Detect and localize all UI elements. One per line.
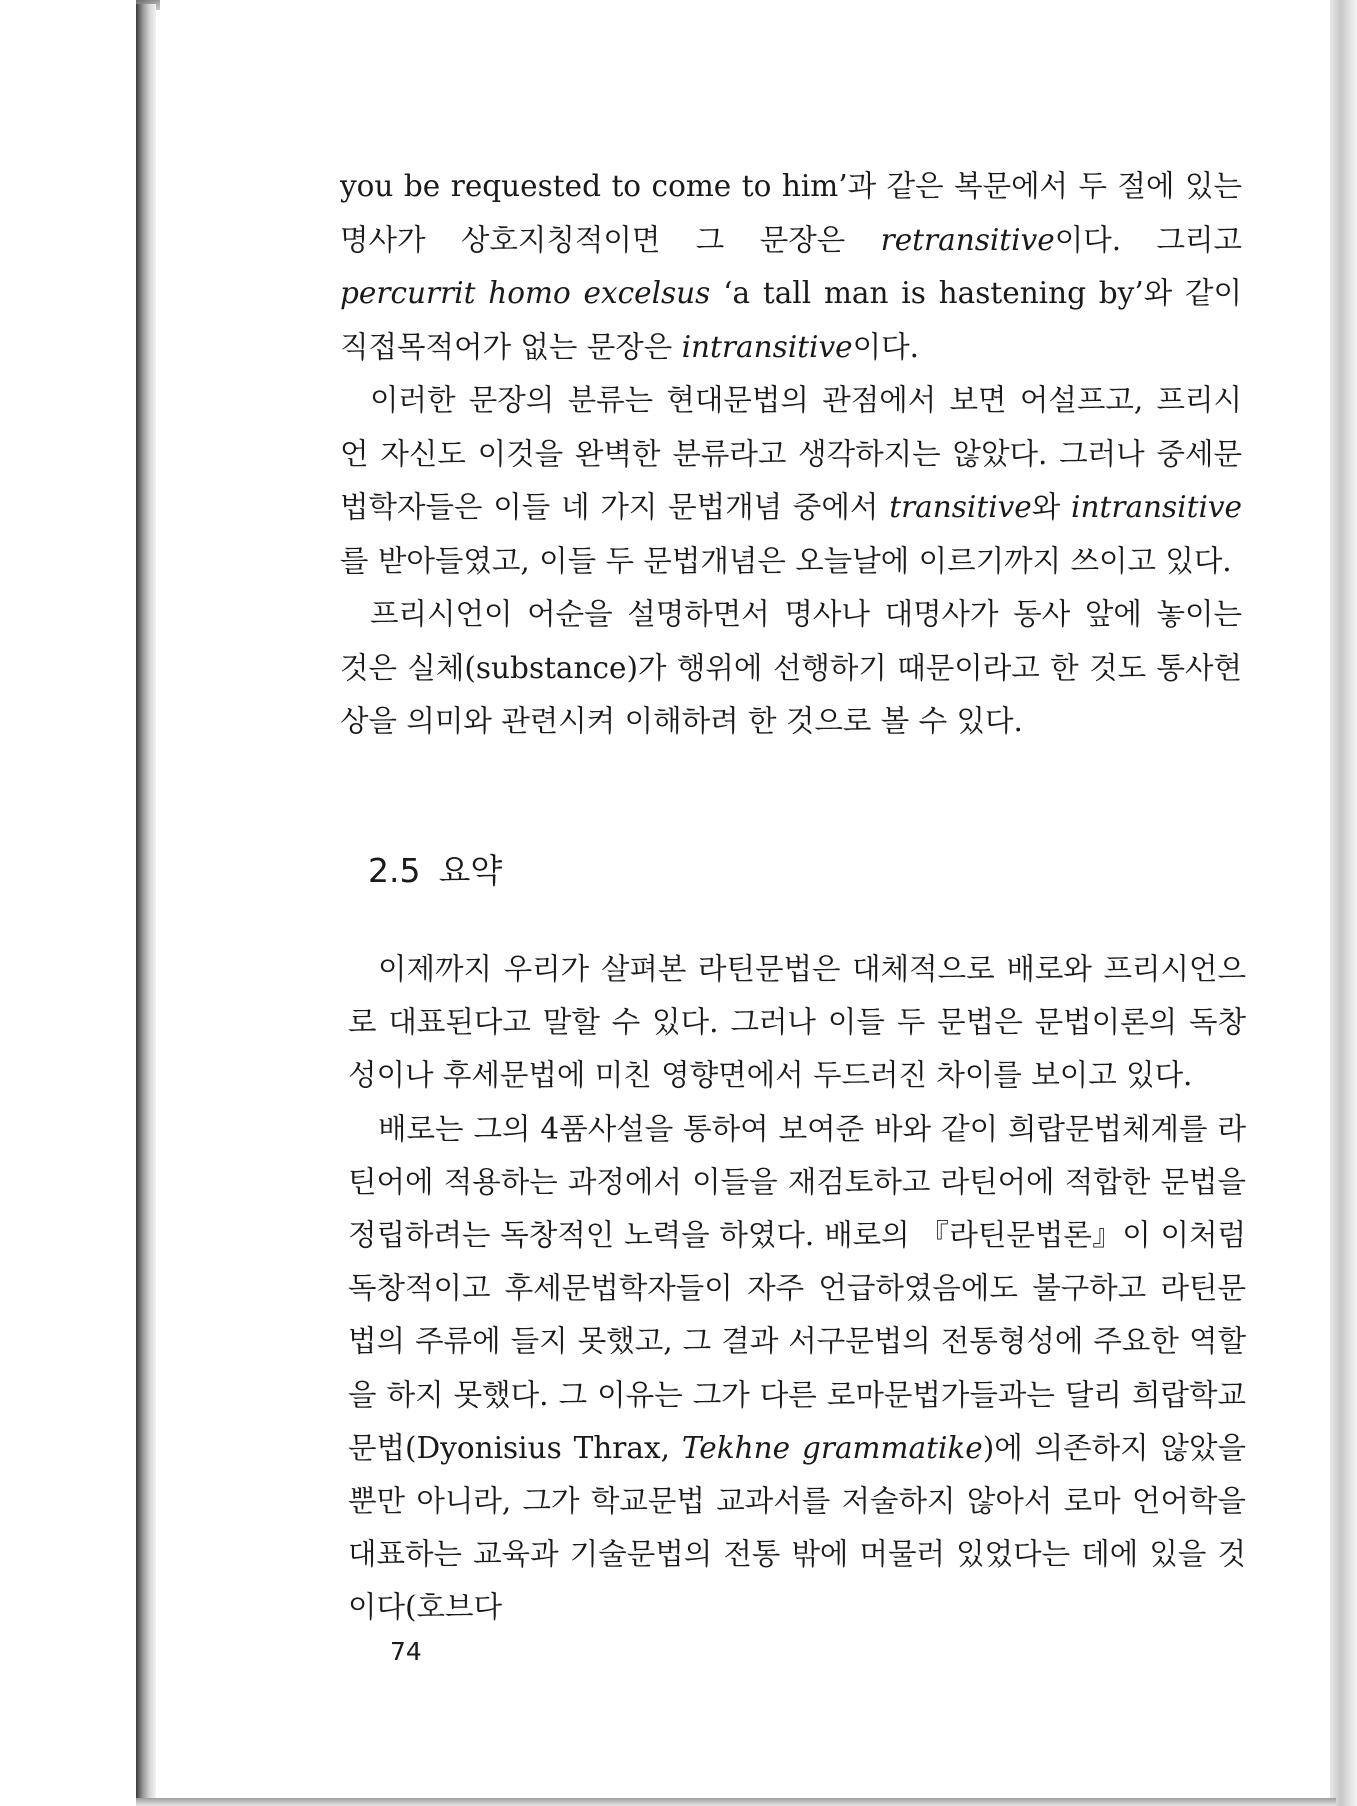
page-number: 74 bbox=[390, 1637, 422, 1666]
italic-term: intransitive bbox=[681, 329, 853, 364]
italic-term: retransitive bbox=[880, 222, 1055, 257]
text-run: 배로는 그의 4품사설을 통하여 보여준 바와 같이 희랍문법체계를 라틴어에 적용하는 과정에서 이들을 재검토하고 라틴어에 적합한 문법을 정립하려는 독창적인 노력을 하였다. 배로의 『라틴문법론』이 이처럼 독창적이고 후세문법학자들이 자주 언급하였음에도 불구하고 라틴문법의 주류에 들지 못했고, 그 결과 서구문법의 전통형성에 주요한 역할을 하지 못했다. 그 이유는 그가 다른 로마문법가들과는 달리 희랍학교문법(Dyonisius Thrax, bbox=[348, 1111, 1246, 1465]
book-spine bbox=[136, 4, 156, 1800]
text-run: you be requested to come to him’과 같은 복문에서 두 절에 있는 명사가 상호지칭적이면 그 문장은 bbox=[340, 169, 1242, 257]
italic-latin-phrase: percurrit homo excelsus bbox=[340, 276, 711, 310]
text-run: ‘a tall man is hastening by’와 같이 직접목적어가 없는 문장은 bbox=[340, 276, 1242, 364]
italic-title: Tekhne grammatike bbox=[681, 1430, 983, 1465]
section-number: 2.5 bbox=[368, 851, 421, 890]
italic-term: intransitive bbox=[1071, 490, 1243, 524]
text-run: 이다. bbox=[852, 329, 919, 364]
page-bottom-edge bbox=[136, 1798, 1336, 1806]
text-run: 를 받아들였고, 이들 두 문법개념은 오늘날에 이르기까지 쓰이고 있다. bbox=[340, 543, 1232, 578]
text-run: 이러한 문장의 분류는 현대문법의 관점에서 보면 어설프고, 프리시언 자신도 이것을 완벽한 분류라고 생각하지는 않았다. 그러나 중세문법학자들은 이들 네 가지 문법개념 중에서 bbox=[340, 383, 1242, 524]
text-run: 이다. 그리고 bbox=[1054, 222, 1242, 257]
paragraph-word-order: 프리시언이 어순을 설명하면서 명사나 대명사가 동사 앞에 놓이는 것은 실체(substance)가 행위에 선행하기 때문이라고 한 것도 통사현상을 의미와 관련시켜 이해하려 한 것으로 볼 수 있다. bbox=[340, 597, 1242, 738]
paragraph-summary: 이제까지 우리가 살펴본 라틴문법은 대체적으로 배로와 프리시언으로 대표된다고 말할 수 있다. 그러나 이들 두 문법은 문법이론의 독창성이나 후세문법에 미친 영향면에서 두드러진 차이를 보이고 있다. bbox=[348, 952, 1246, 1093]
section-heading bbox=[368, 845, 502, 892]
paragraph-classification bbox=[340, 374, 1242, 588]
section-title: 요약 bbox=[438, 851, 503, 890]
paragraph-continuation bbox=[340, 160, 1242, 374]
paragraph-varro bbox=[348, 1103, 1246, 1635]
text-run: 와 bbox=[1031, 490, 1072, 524]
italic-term: transitive bbox=[889, 490, 1032, 524]
page-edge-shadow bbox=[1330, 0, 1357, 1806]
text-run: )에 의존하지 않았을 뿐만 아니라, 그가 학교문법 교과서를 저술하지 않아서 로마 언어학을 대표하는 교육과 기술문법의 전통 밖에 머물러 있었다는 데에 있을 것이다(호브다 bbox=[348, 1430, 1246, 1625]
continued-text bbox=[340, 160, 1242, 749]
section-body bbox=[348, 943, 1246, 1635]
